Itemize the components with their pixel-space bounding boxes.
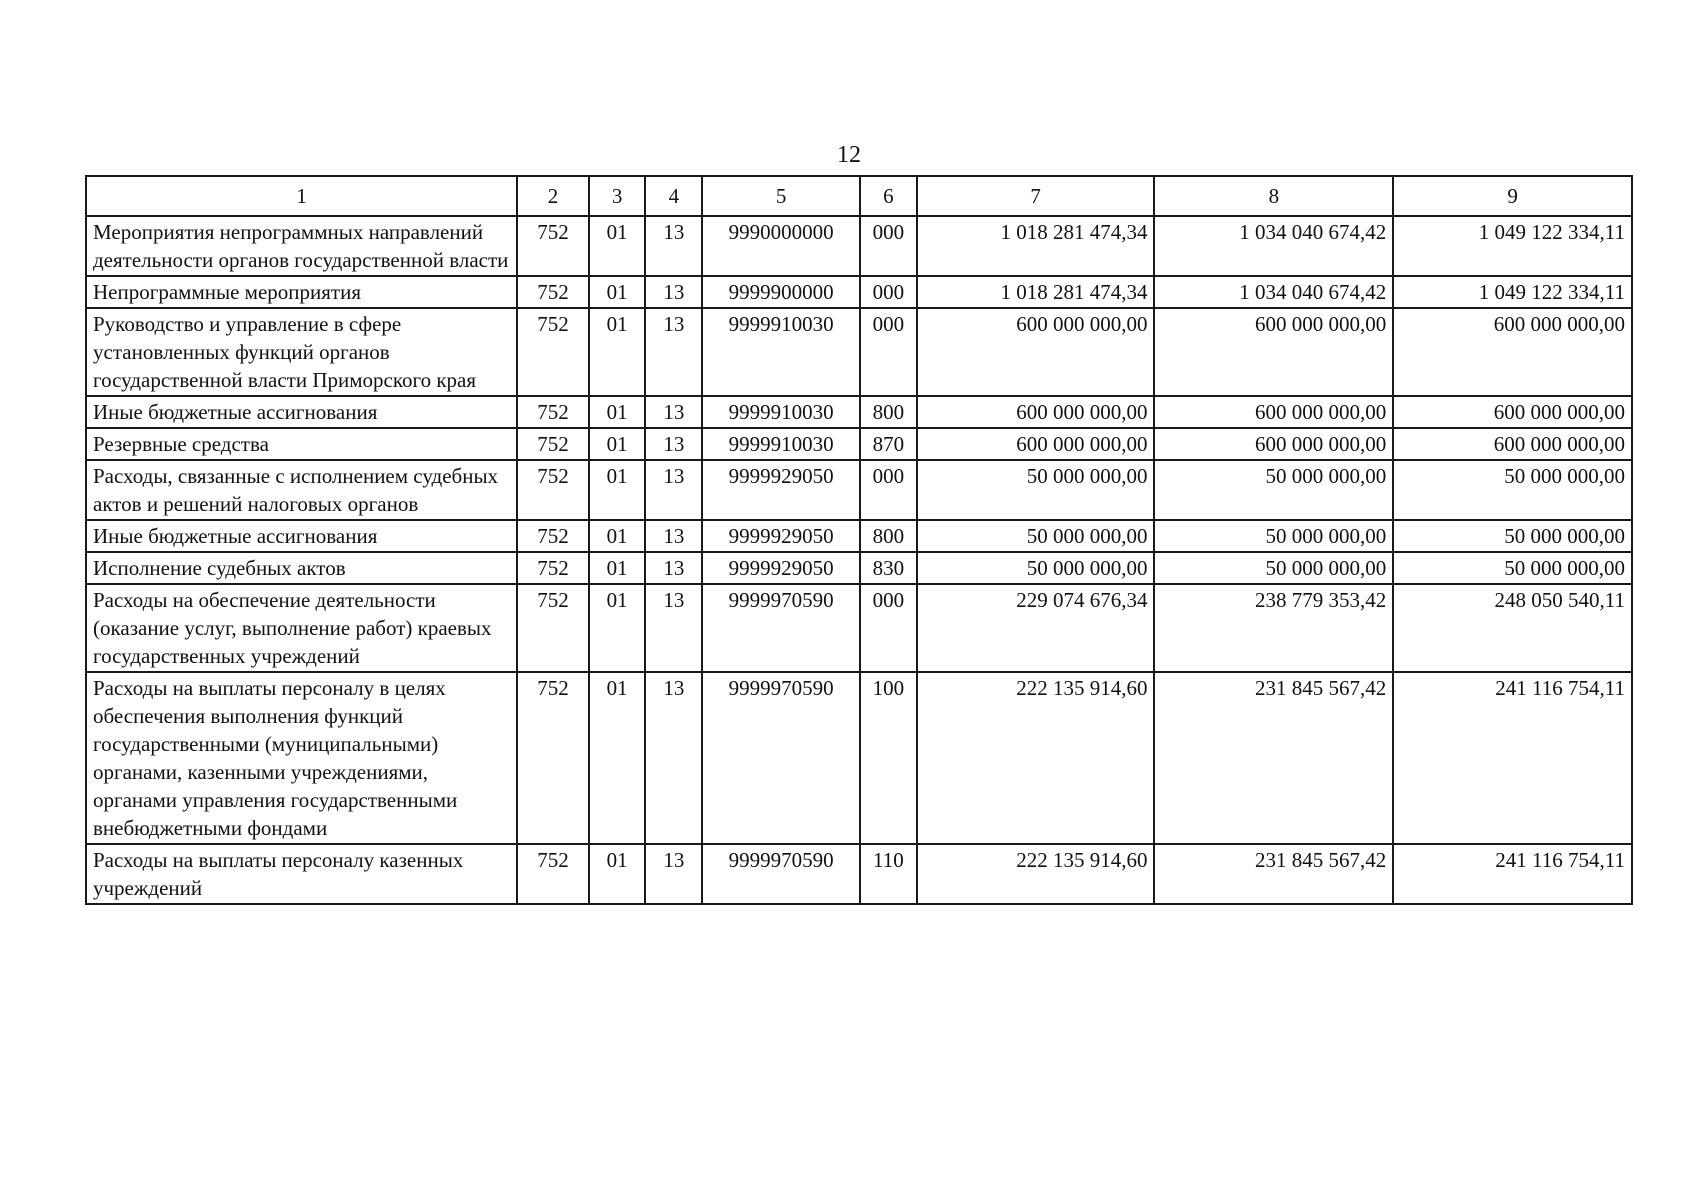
section-code: 01 — [589, 308, 646, 396]
amount-col-9: 1 049 122 334,11 — [1393, 276, 1632, 308]
row-name: Иные бюджетные ассигнования — [86, 396, 517, 428]
header-row — [86, 176, 1632, 216]
amount-col-7: 1 018 281 474,34 — [917, 216, 1155, 276]
target-article-code: 9999929050 — [702, 460, 860, 520]
header-col-8: 8 — [1154, 176, 1393, 216]
table-row — [86, 460, 1632, 520]
subsection-code: 13 — [645, 672, 702, 844]
target-article-code: 9990000000 — [702, 216, 860, 276]
table-row — [86, 672, 1632, 844]
table-row — [86, 584, 1632, 672]
header-col-3: 3 — [589, 176, 646, 216]
grbs-code: 752 — [517, 276, 589, 308]
row-name: Иные бюджетные ассигнования — [86, 520, 517, 552]
expense-type-code: 800 — [860, 396, 917, 428]
expense-type-code: 800 — [860, 520, 917, 552]
grbs-code: 752 — [517, 216, 589, 276]
header-col-5: 5 — [702, 176, 860, 216]
amount-col-8: 600 000 000,00 — [1154, 396, 1393, 428]
expense-type-code: 110 — [860, 844, 917, 904]
header-col-4: 4 — [645, 176, 702, 216]
row-name: Расходы на обеспечение деятельности (оказание услуг, выполнение работ) краевых государственных учреждений — [86, 584, 517, 672]
budget-table — [85, 175, 1633, 905]
target-article-code: 9999910030 — [702, 428, 860, 460]
amount-col-7: 600 000 000,00 — [917, 396, 1155, 428]
row-name: Расходы на выплаты персоналу казенных учреждений — [86, 844, 517, 904]
amount-col-9: 241 116 754,11 — [1393, 672, 1632, 844]
grbs-code: 752 — [517, 672, 589, 844]
subsection-code: 13 — [645, 396, 702, 428]
expense-type-code: 000 — [860, 216, 917, 276]
row-name: Мероприятия непрограммных направлений деятельности органов государственной власти — [86, 216, 517, 276]
target-article-code: 9999900000 — [702, 276, 860, 308]
row-name: Резервные средства — [86, 428, 517, 460]
amount-col-8: 231 845 567,42 — [1154, 672, 1393, 844]
subsection-code: 13 — [645, 276, 702, 308]
amount-col-9: 600 000 000,00 — [1393, 396, 1632, 428]
row-name: Расходы, связанные с исполнением судебных актов и решений налоговых органов — [86, 460, 517, 520]
subsection-code: 13 — [645, 520, 702, 552]
grbs-code: 752 — [517, 584, 589, 672]
grbs-code: 752 — [517, 396, 589, 428]
section-code: 01 — [589, 844, 646, 904]
section-code: 01 — [589, 520, 646, 552]
table-row — [86, 428, 1632, 460]
subsection-code: 13 — [645, 216, 702, 276]
amount-col-9: 600 000 000,00 — [1393, 308, 1632, 396]
table-row — [86, 552, 1632, 584]
table-row — [86, 308, 1632, 396]
amount-col-9: 241 116 754,11 — [1393, 844, 1632, 904]
amount-col-7: 50 000 000,00 — [917, 552, 1155, 584]
amount-col-8: 600 000 000,00 — [1154, 308, 1393, 396]
section-code: 01 — [589, 552, 646, 584]
grbs-code: 752 — [517, 428, 589, 460]
table-row — [86, 276, 1632, 308]
amount-col-9: 1 049 122 334,11 — [1393, 216, 1632, 276]
table-row — [86, 396, 1632, 428]
amount-col-8: 1 034 040 674,42 — [1154, 216, 1393, 276]
page-number: 12 — [837, 142, 861, 168]
header-col-1: 1 — [86, 176, 517, 216]
amount-col-8: 600 000 000,00 — [1154, 428, 1393, 460]
subsection-code: 13 — [645, 428, 702, 460]
amount-col-7: 50 000 000,00 — [917, 520, 1155, 552]
section-code: 01 — [589, 584, 646, 672]
amount-col-7: 50 000 000,00 — [917, 460, 1155, 520]
amount-col-9: 600 000 000,00 — [1393, 428, 1632, 460]
subsection-code: 13 — [645, 584, 702, 672]
amount-col-7: 600 000 000,00 — [917, 308, 1155, 396]
section-code: 01 — [589, 396, 646, 428]
header-col-7: 7 — [917, 176, 1155, 216]
subsection-code: 13 — [645, 460, 702, 520]
section-code: 01 — [589, 428, 646, 460]
header-col-9: 9 — [1393, 176, 1632, 216]
amount-col-8: 1 034 040 674,42 — [1154, 276, 1393, 308]
amount-col-8: 50 000 000,00 — [1154, 520, 1393, 552]
grbs-code: 752 — [517, 460, 589, 520]
target-article-code: 9999910030 — [702, 308, 860, 396]
grbs-code: 752 — [517, 844, 589, 904]
table-row — [86, 844, 1632, 904]
target-article-code: 9999970590 — [702, 844, 860, 904]
grbs-code: 752 — [517, 520, 589, 552]
expense-type-code: 000 — [860, 584, 917, 672]
target-article-code: 9999929050 — [702, 552, 860, 584]
target-article-code: 9999970590 — [702, 584, 860, 672]
amount-col-7: 229 074 676,34 — [917, 584, 1155, 672]
amount-col-9: 50 000 000,00 — [1393, 520, 1632, 552]
header-col-2: 2 — [517, 176, 589, 216]
table-row — [86, 216, 1632, 276]
table-body — [86, 216, 1632, 904]
target-article-code: 9999970590 — [702, 672, 860, 844]
subsection-code: 13 — [645, 308, 702, 396]
amount-col-7: 222 135 914,60 — [917, 672, 1155, 844]
amount-col-8: 231 845 567,42 — [1154, 844, 1393, 904]
row-name: Исполнение судебных актов — [86, 552, 517, 584]
expense-type-code: 870 — [860, 428, 917, 460]
grbs-code: 752 — [517, 308, 589, 396]
expense-type-code: 100 — [860, 672, 917, 844]
expense-type-code: 830 — [860, 552, 917, 584]
section-code: 01 — [589, 216, 646, 276]
amount-col-8: 238 779 353,42 — [1154, 584, 1393, 672]
amount-col-9: 50 000 000,00 — [1393, 552, 1632, 584]
row-name: Расходы на выплаты персоналу в целях обеспечения выполнения функций государственными (муниципальными) органами, казенными учреждениями, органами управления государственными внебюджетными фондами — [86, 672, 517, 844]
row-name: Непрограммные мероприятия — [86, 276, 517, 308]
amount-col-7: 600 000 000,00 — [917, 428, 1155, 460]
header-col-6: 6 — [860, 176, 917, 216]
amount-col-9: 248 050 540,11 — [1393, 584, 1632, 672]
expense-type-code: 000 — [860, 308, 917, 396]
expense-type-code: 000 — [860, 276, 917, 308]
section-code: 01 — [589, 276, 646, 308]
amount-col-9: 50 000 000,00 — [1393, 460, 1632, 520]
row-name: Руководство и управление в сфере установленных функций органов государственной власти Приморского края — [86, 308, 517, 396]
section-code: 01 — [589, 672, 646, 844]
amount-col-7: 1 018 281 474,34 — [917, 276, 1155, 308]
amount-col-8: 50 000 000,00 — [1154, 460, 1393, 520]
expense-type-code: 000 — [860, 460, 917, 520]
amount-col-8: 50 000 000,00 — [1154, 552, 1393, 584]
table-row — [86, 520, 1632, 552]
target-article-code: 9999910030 — [702, 396, 860, 428]
grbs-code: 752 — [517, 552, 589, 584]
subsection-code: 13 — [645, 552, 702, 584]
subsection-code: 13 — [645, 844, 702, 904]
target-article-code: 9999929050 — [702, 520, 860, 552]
amount-col-7: 222 135 914,60 — [917, 844, 1155, 904]
section-code: 01 — [589, 460, 646, 520]
